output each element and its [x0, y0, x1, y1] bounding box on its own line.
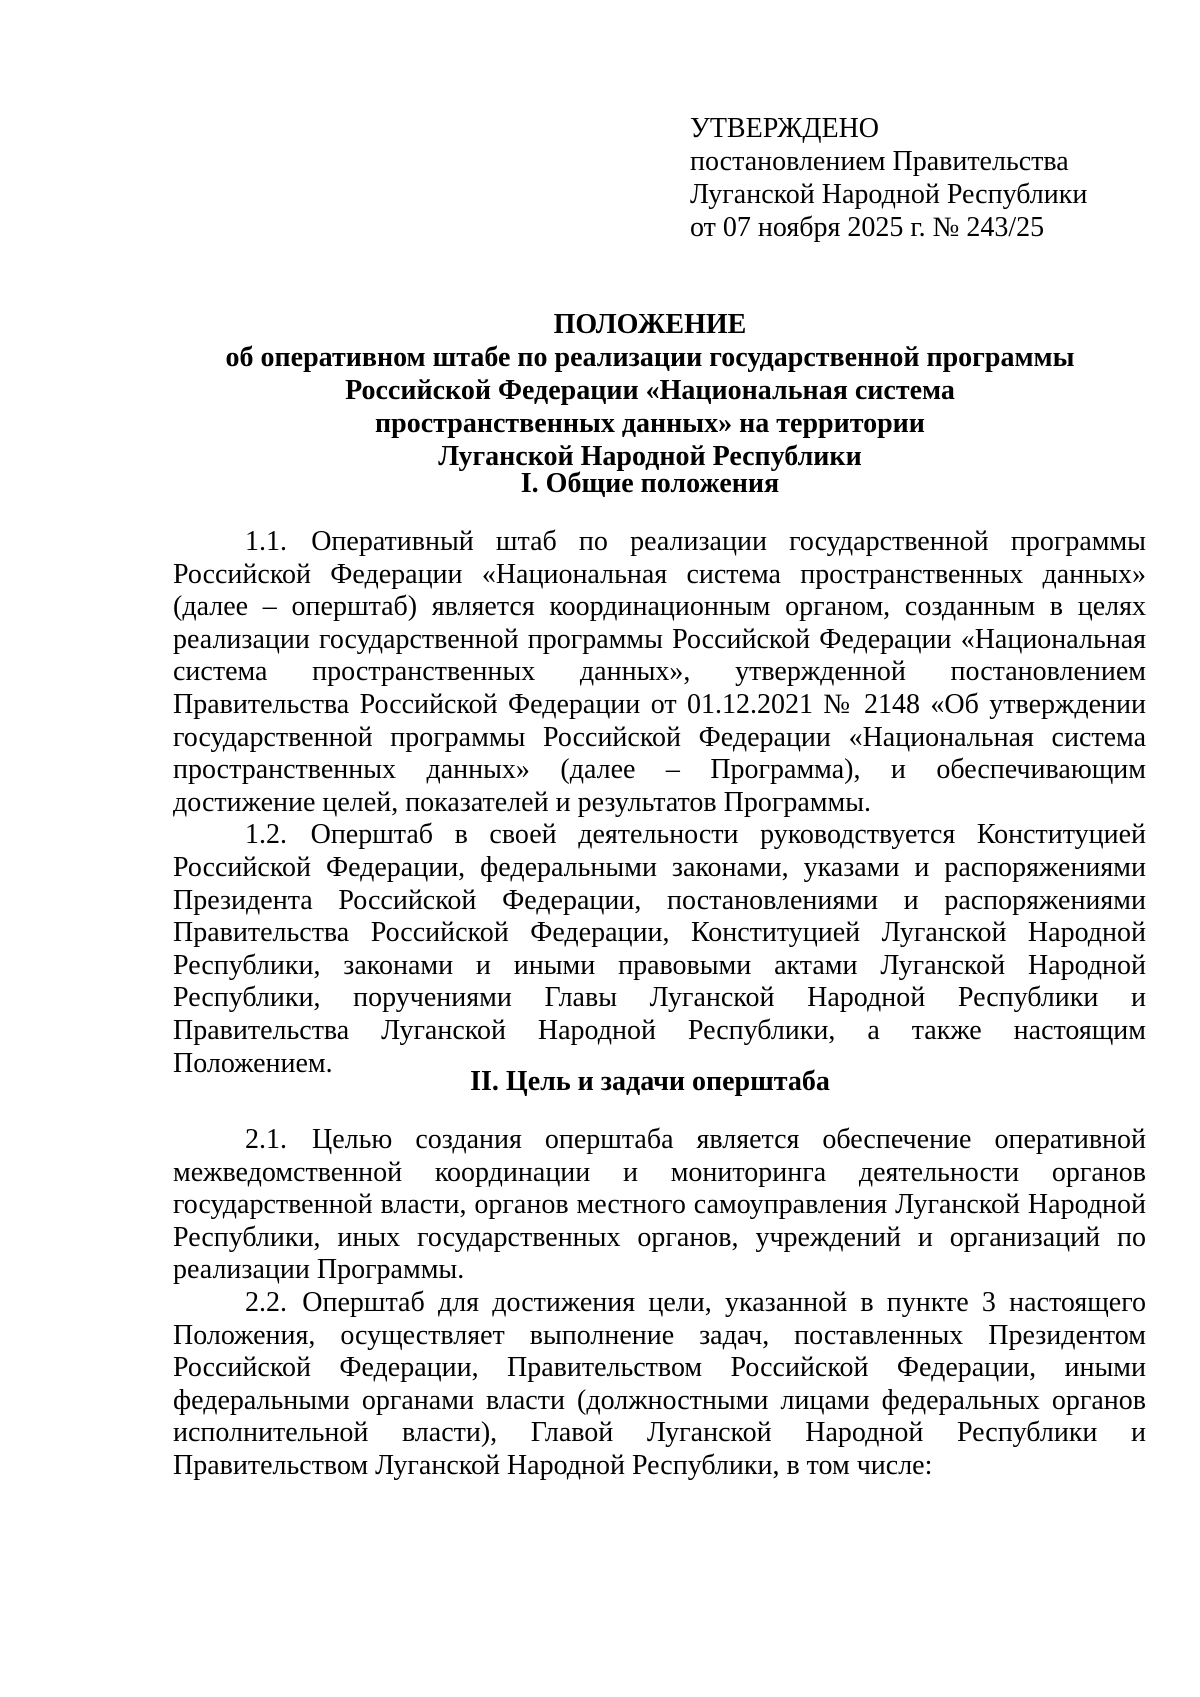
- title-line: Луганской Народной Республики: [438, 441, 862, 472]
- approval-issuer-line: постановлением Правительства: [690, 146, 1069, 177]
- approval-stamp: [690, 112, 1150, 244]
- approval-date-number: от 07 ноября 2025 г. № 243/25: [690, 212, 1045, 243]
- title-heading: ПОЛОЖЕНИЕ: [553, 309, 747, 340]
- paragraph-number: 1.2.: [245, 819, 287, 851]
- title-line: пространственных данных» на территории: [375, 408, 925, 439]
- paragraph-text: Оперштаб для достижения цели, указанной в пункте 3 настоящего Положения, осуществляет выполнение задач, поставленных Президентом Российской Федерации, Правительством Российской Федерации, иными федеральными органами власти (должностными лицами федеральных органов исполнительной власти), Главой Луганской Народной Республики и Правительством Луганской Народной Республики, в том числе:: [173, 1286, 1147, 1481]
- section-2-body: [173, 1124, 1146, 1483]
- paragraph-text: Оперштаб в своей деятельности руководствуется Конституцией Российской Федерации, федеральными законами, указами и распоряжениями Президента Российской Федерации, постановлениями и распоряжениями Правительства Российской Федерации, Конституцией Луганской Народной Республики, законами и иными правовыми актами Луганской Народной Республики, поручениями Главы Луганской Народной Республики и Правительства Луганской Народной Республики, а также настоящим Положением.: [173, 819, 1147, 1079]
- paragraph-1-1: [173, 526, 1146, 819]
- title-line: об оперативном штабе по реализации государственной программы: [225, 342, 1075, 373]
- paragraph-number: 2.1.: [245, 1124, 287, 1155]
- paragraph-1-2: [173, 819, 1146, 1080]
- paragraph-number: 1.1.: [245, 526, 287, 557]
- paragraph-2-2: [173, 1287, 1146, 1483]
- title-line: Российской Федерации «Национальная система: [345, 375, 955, 406]
- paragraph-text: Целью создания оперштаба является обеспечение оперативной межведомственной координации и мониторинга деятельности органов государственной власти, органов местного самоуправления Луганской Народной Республики, иных государственных органов, учреждений и организаций по реализации Программы.: [173, 1124, 1147, 1286]
- paragraph-text: Оперативный штаб по реализации государственной программы Российской Федерации «Национальная система пространственных данных» (далее – оперштаб) является координационным органом, созданным в целях реализации государственной программы Российской Федерации «Национальная система пространственных данных», утвержденной постановлением Правительства Российской Федерации от 01.12.2021 № 2148 «Об утверждении государственной программы Российской Федерации «Национальная система пространственных данных» (далее – Программа), и обеспечивающим достижение целей, показателей и результатов Программы.: [173, 526, 1146, 818]
- section-1-body: [173, 526, 1146, 1080]
- approval-heading: УТВЕРЖДЕНО: [690, 113, 880, 144]
- approval-government-line: Луганской Народной Республики: [690, 179, 1088, 210]
- section-1-heading: I. Общие положения: [520, 468, 780, 499]
- paragraph-number: 2.2.: [245, 1286, 287, 1318]
- paragraph-2-1: [173, 1124, 1146, 1287]
- document-title: [170, 308, 1130, 473]
- section-2-heading: II. Цель и задачи оперштаба: [470, 1066, 830, 1097]
